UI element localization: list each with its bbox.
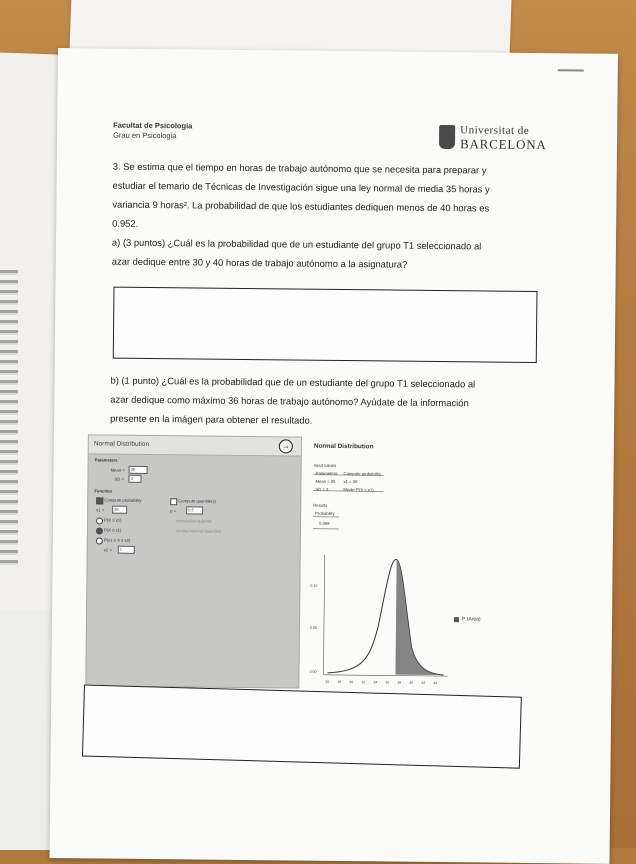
x1-input[interactable]: 36 [112,506,127,514]
part-b-statement [110,371,511,432]
calculator-title: Normal Distribution [89,435,301,456]
x-tick-label: 44 [433,681,437,685]
question-line: variancia 9 horas². La probabilidad de que los estudiantes dediquen menos de 40 horas es [112,195,512,218]
col-compute: Compute probability [344,471,381,476]
mode-row: Mode: P(X ≤ x1) [343,487,373,492]
x-tick-label: 40 [409,681,413,685]
next-arrow-icon[interactable]: → [279,439,293,453]
x-tick-label: 30 [349,680,353,684]
option-between-label: P(x1 ≤ X ≤ x2) [104,538,131,543]
university-shield-icon [439,125,455,149]
normal-curve-plot [307,437,548,689]
part-b-line: presente en la imágen para obtener el resultado. [110,409,510,432]
staple [558,69,584,71]
plot-legend [454,616,481,622]
question-line: 0.952. [112,214,512,237]
university-logo [439,124,547,151]
notebook-spiral [0,270,18,570]
legend-label: P (Area) [462,616,481,622]
part-a-line: a) (3 puntos) ¿Cuál es la probabilidad que de un estudiante del grupo T1 seleccionado al [112,233,512,256]
x2-label: x2 = [104,548,112,553]
x-tick-label: 38 [397,681,401,685]
y-tick-label: 0.10 [310,584,317,588]
compute-quantiles-checkbox[interactable] [170,498,177,505]
faculty-name: Facultat de Psicologia [113,121,192,132]
p-input[interactable]: 0.5 [186,506,203,514]
probability-label: Probability [315,511,335,516]
x-tick-label: 42 [421,681,425,685]
input-values-label: Input values [314,463,337,468]
degree-name: Grau en Psicologia [113,131,192,142]
y-axis [323,555,324,675]
x-tick-label: 26 [325,680,329,684]
x-axis [323,675,447,676]
table-rule [313,491,383,492]
university-line1: Universitat de [460,124,547,138]
parameters-label: Parameters [95,457,118,462]
calculator-panel [85,434,302,688]
option-lt-radio[interactable] [96,527,103,534]
option-lt-label: P(X ≤ x1) [104,528,121,533]
x-tick-label: 36 [385,680,389,684]
question-statement [112,157,513,275]
x-tick-label: 28 [337,680,341,684]
density-curve [327,559,444,675]
part-b-line: b) (1 punto) ¿Cuál es la probabilidad que de un estudiante del grupo T1 seleccionado al [110,371,510,394]
results-label: Results [313,503,327,508]
option-between-radio[interactable] [96,537,103,544]
x-tick-label: 32 [361,680,365,684]
part-b-line: azar dedique como máximo 36 horas de trabajo autónomo? Ayúdate de la información [110,390,510,413]
mean-label: Mean = [111,468,125,473]
mean-row: Mean = 35 [315,479,335,484]
table-rule [314,475,384,476]
question-line: 3. Se estima que el tiempo en horas de trabajo autónomo que se necesita para preparar y [113,157,513,180]
function-label: Function [94,488,112,493]
part-a-line: azar dedique entre 30 y 40 horas de trabajo autónomo a la asignatura? [112,252,512,275]
y-tick-label: 0.00 [309,670,316,674]
shaded-area [395,560,444,675]
compute-quantiles-label: Compute quantile(s) [178,498,216,503]
x1-row: x1 = 36 [343,479,357,484]
sd-input[interactable]: 3 [128,475,141,483]
results-title: Normal Distribution [314,443,374,451]
sd-row: SD = 3 [315,487,328,492]
option-gt-radio[interactable] [96,517,103,524]
central-quantiles-label: central interval quantiles [176,528,221,533]
y-tick-label: 0.05 [310,626,317,630]
exam-sheet [50,48,618,864]
university-line2: BARCELONA [460,137,547,151]
probability-value: 0.369 [319,521,330,526]
legend-swatch [454,617,459,622]
x2-input[interactable]: 1 [118,546,135,554]
col-parameters: Parameters [316,471,338,476]
question-line: estudiar el temario de Técnicas de Investigación sigue una ley normal de media 35 horas y [112,176,512,199]
compute-probability-checkbox[interactable] [96,497,103,504]
answer-box-b[interactable] [82,684,522,768]
x-tick-label: 34 [373,680,377,684]
sd-label: SD = [114,477,123,482]
p-label: p = [170,508,176,513]
x1-label: x1 = [96,507,104,512]
compute-probability-label: Compute probability [104,498,141,503]
option-gt-label: P(X ≥ x1) [104,518,121,523]
faculty-header [113,121,192,142]
cumulative-quantile-label: cumulative quantile [176,518,212,523]
mean-input[interactable]: 35 [129,466,148,474]
answer-box-a[interactable] [113,287,538,363]
results-panel [307,437,548,689]
